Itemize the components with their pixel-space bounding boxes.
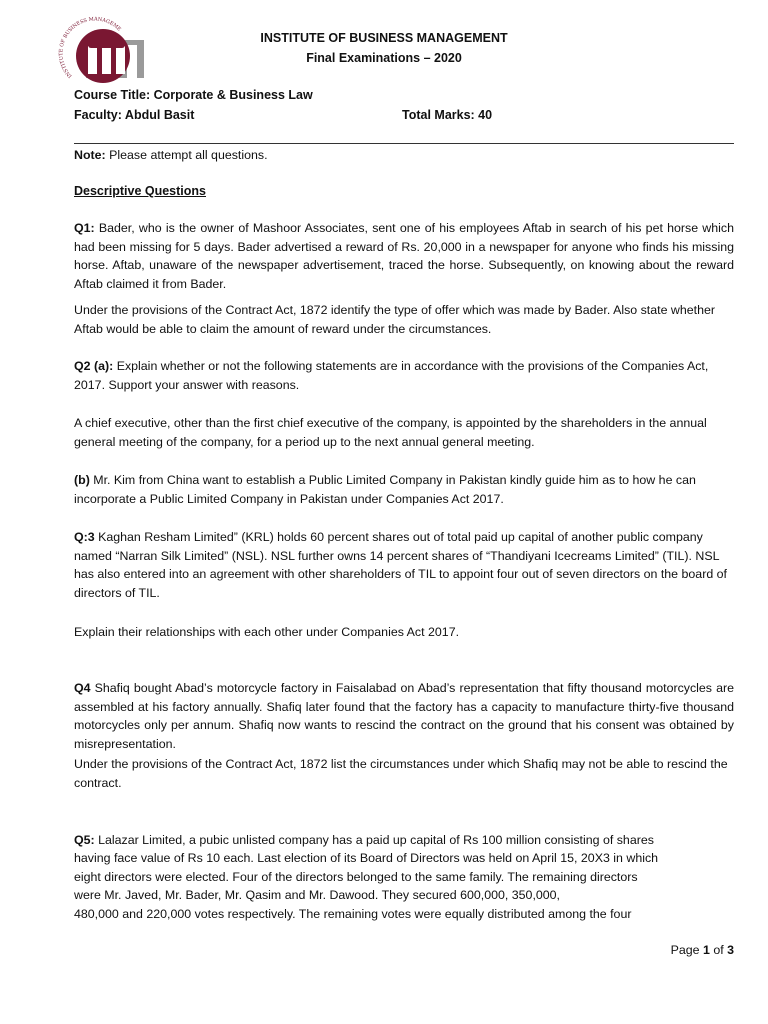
q3-instruction: Explain their relationships with each other under Companies Act 2017.	[74, 625, 460, 639]
q4-instruction: Under the provisions of the Contract Act, 1872 list the circumstances under which Shafiq may not be able to rescind the contract.	[74, 757, 728, 790]
question-2b	[74, 471, 734, 508]
question-4	[74, 679, 734, 754]
page-number: Page 1 of 3	[670, 943, 734, 957]
question-2a	[74, 357, 734, 394]
q1-label: Q1:	[74, 221, 95, 235]
note	[74, 146, 734, 165]
header-divider	[74, 143, 734, 144]
question-1	[74, 219, 734, 294]
q5-line-5: 480,000 and 220,000 votes respectively. The remaining votes were equally distributed among the four	[74, 906, 632, 921]
note-label: Note:	[74, 148, 106, 162]
q2b-label: (b)	[74, 473, 90, 487]
q3-text: Kaghan Resham Limited” (KRL) holds 60 percent shares out of total paid up capital of another public company named “Narran Silk Limited” (NSL). NSL further owns 14 percent shares of “Thandiyani Icecreams Limited” (TIL). NSL has also entered into an agreement with other shareholders of TIL to appoint four out of seven directors on the board of directors of TIL.	[74, 530, 727, 601]
q3-label: Q:3	[74, 530, 95, 544]
section-heading: Descriptive Questions	[74, 184, 206, 198]
q4-text: Shafiq bought Abad’s motorcycle factory in Faisalabad on Abad’s representation that fifty thousand motorcycles are assembled at his factory annually. Shafiq later found that the factory has a capacity to manufacture thirty-five thousand motorcycles only per annum. Shafiq now wants to rescind the contract on the ground that his consent was obtained by misrepresentation.	[74, 681, 734, 752]
faculty: Faculty: Abdul Basit	[74, 108, 195, 122]
logo-arc-text: INSTITUTE OF BUSINESS MANAGEME	[58, 16, 122, 79]
question-5	[74, 831, 734, 923]
q5-line-2: having face value of Rs 10 each. Last election of its Board of Directors was held on April 15, 20X3 in which	[74, 851, 659, 866]
note-text: Please attempt all questions.	[105, 148, 268, 162]
q2-text: Explain whether or not the following statements are in accordance with the provisions of the Companies Act, 2017. Support your answer with reasons.	[74, 359, 709, 392]
institute-title: INSTITUTE OF BUSINESS MANAGEMENT	[260, 31, 508, 45]
exam-title: Final Examinations – 2020	[306, 51, 462, 65]
question-3	[74, 528, 734, 603]
q1-text: Bader, who is the owner of Mashoor Associates, sent one of his employees Aftab in search of his pet horse which had been missing for 5 days. Bader advertised a reward of Rs. 20,000 in a newspaper for anyone who finds his missing horse. Aftab, unaware of the newspaper advertisement, traced the horse. Subsequently, on knowing about the reward Aftab claimed it from Bader.	[74, 221, 734, 292]
q2-statement: A chief executive, other than the first chief executive of the company, is appointed by the shareholders in the annual general meeting of the company, for a period up to the next annual general meeting.	[74, 416, 707, 449]
q5-line-3: eight directors were elected. Four of the directors belonged to the same family. The remaining directors	[74, 869, 638, 884]
q4-label: Q4	[74, 681, 91, 695]
course-title: Course Title: Corporate & Business Law	[74, 88, 313, 102]
q2-label: Q2 (a):	[74, 359, 114, 373]
total-marks: Total Marks: 40	[402, 108, 493, 122]
q5-line-4: were Mr. Javed, Mr. Bader, Mr. Qasim and Mr. Dawood. They secured 600,000, 350,000,	[74, 888, 561, 903]
q5-label: Q5:	[74, 833, 95, 847]
q5-line-1: Q5: Lalazar Limited, a pubic unlisted company has a paid up capital of Rs 100 million consisting of shares	[74, 833, 654, 847]
q1-instruction: Under the provisions of the Contract Act, 1872 identify the type of offer which was made by Bader. Also state whether Aftab would be able to claim the amount of reward under the circumstances.	[74, 303, 716, 336]
q2b-text: Mr. Kim from China want to establish a Public Limited Company in Pakistan kindly guide him as to how he can incorporate a Public Limited Company in Pakistan under Companies Act 2017.	[74, 473, 696, 506]
